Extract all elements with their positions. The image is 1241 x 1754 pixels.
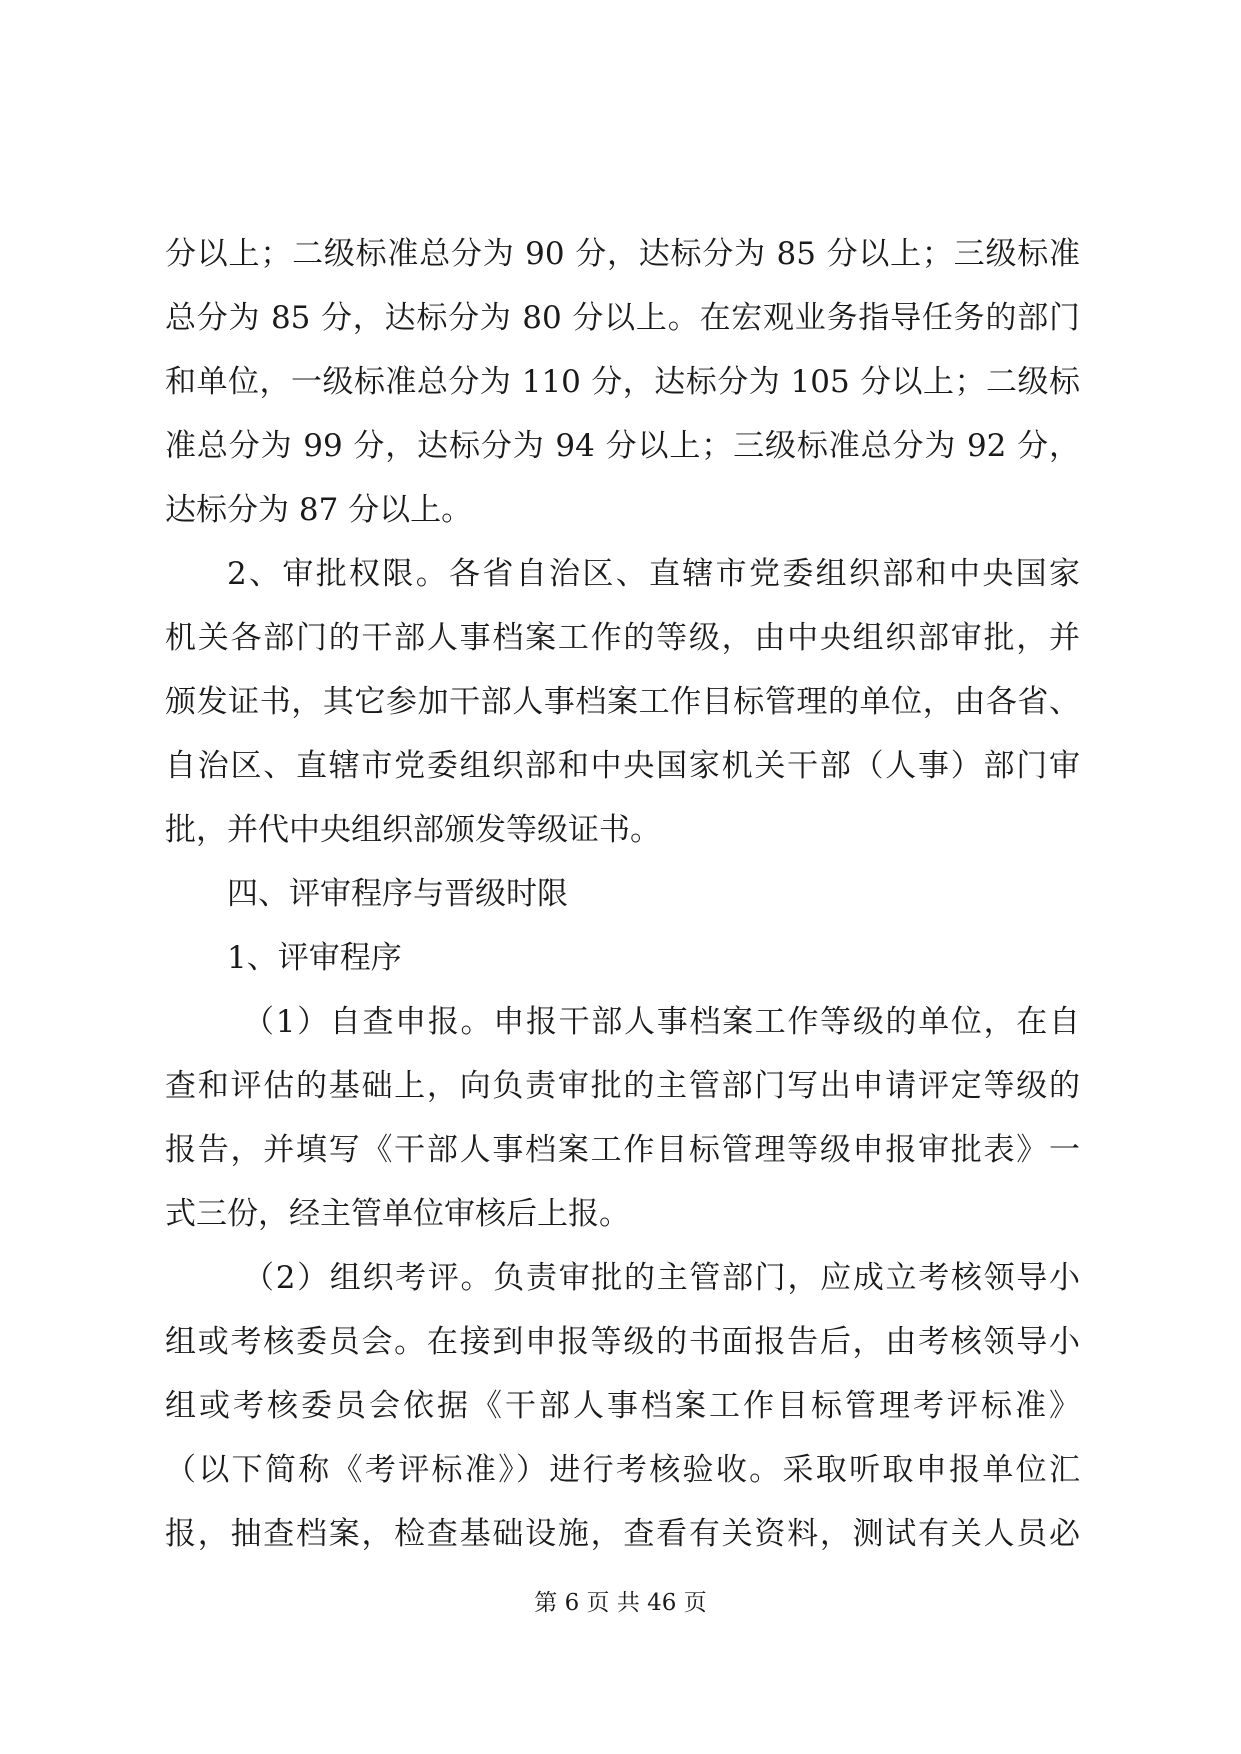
- text-line: 批，并代中央组织部颁发等级证书。: [165, 812, 661, 848]
- text-line: 组或考核委员会依据《干部人事档案工作目标管理考评标准》: [165, 1388, 1080, 1424]
- text-line: 报，抽查档案，检查基础设施，查看有关资料，测试有关人员必: [165, 1516, 1080, 1552]
- text-line: 自治区、直辖市党委组织部和中央国家机关干部（人事）部门审: [165, 748, 1080, 784]
- text-line: 达标分为 87 分以上。: [165, 492, 473, 528]
- text-line: 组或考核委员会。在接到申报等级的书面报告后，由考核领导小: [165, 1324, 1080, 1360]
- text-line: 分以上；二级标准总分为 90 分，达标分为 85 分以上；三级标准: [165, 236, 1080, 272]
- section-heading: 四、评审程序与晋级时限: [227, 876, 568, 912]
- text-line: 式三份，经主管单位审核后上报。: [165, 1196, 630, 1232]
- text-line: 机关各部门的干部人事档案工作的等级，由中央组织部审批，并: [165, 620, 1080, 656]
- paragraph-evaluation-first-line: （2）组织考评。负责审批的主管部门，应成立考核领导小: [243, 1260, 1080, 1296]
- text-line: 报告，并填写《干部人事档案工作目标管理等级申报审批表》一: [165, 1132, 1080, 1168]
- paragraph-approval-first-line: 2、审批权限。各省自治区、直辖市党委组织部和中央国家: [227, 556, 1080, 592]
- text-line: 查和评估的基础上，向负责审批的主管部门写出申请评定等级的: [165, 1068, 1080, 1104]
- text-line: 总分为 85 分，达标分为 80 分以上。在宏观业务指导任务的部门: [165, 300, 1080, 336]
- text-line: 颁发证书，其它参加干部人事档案工作目标管理的单位，由各省、: [165, 684, 1080, 720]
- page-number-footer: 第 6 页 共 46 页: [534, 1590, 707, 1616]
- text-line: （以下简称《考评标准》）进行考核验收。采取听取申报单位汇: [165, 1452, 1080, 1488]
- document-body: [165, 222, 1080, 1566]
- subsection-heading: 1、评审程序: [227, 940, 402, 976]
- paragraph-self-check-first-line: （1）自查申报。申报干部人事档案工作等级的单位，在自: [243, 1004, 1080, 1040]
- text-line: 准总分为 99 分，达标分为 94 分以上；三级标准总分为 92 分，: [165, 428, 1080, 464]
- text-line: 和单位，一级标准总分为 110 分，达标分为 105 分以上；二级标: [165, 364, 1080, 400]
